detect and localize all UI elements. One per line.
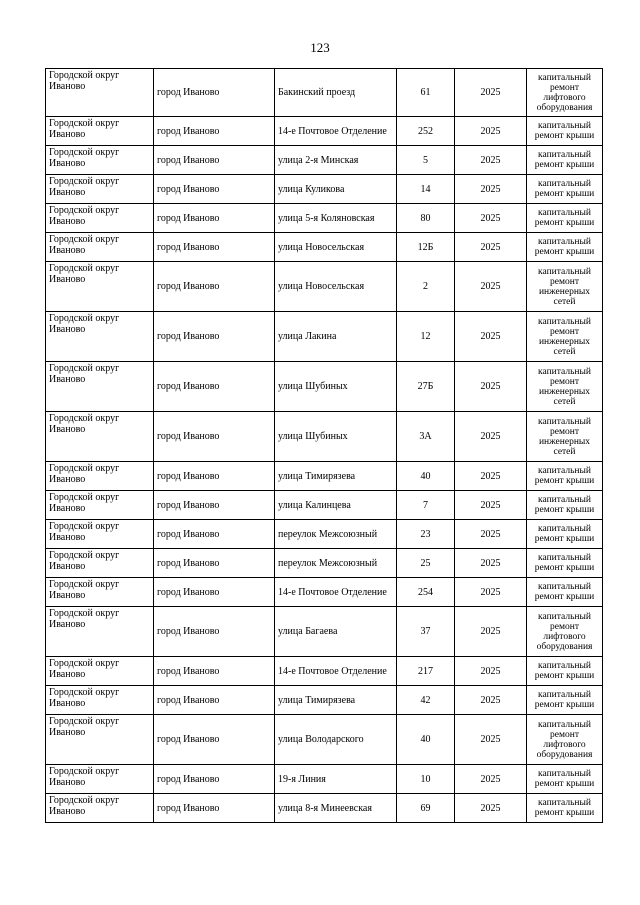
work-type-cell: капитальный ремонт инженерных сетей: [527, 362, 603, 412]
work-type-cell: капитальный ремонт крыши: [527, 146, 603, 175]
street-cell: 14-е Почтовое Отделение: [275, 117, 397, 146]
okrug-cell: Городской округ Иваново: [46, 657, 154, 686]
table-row: [46, 549, 603, 578]
table-row: [46, 204, 603, 233]
okrug-cell: Городской округ Иваново: [46, 578, 154, 607]
okrug-cell: Городской округ Иваново: [46, 262, 154, 312]
table-row: [46, 146, 603, 175]
city-cell: город Иваново: [154, 69, 275, 117]
work-type-cell: капитальный ремонт крыши: [527, 686, 603, 715]
okrug-cell: Городской округ Иваново: [46, 69, 154, 117]
city-cell: город Иваново: [154, 491, 275, 520]
year-cell: 2025: [455, 520, 527, 549]
work-type-cell: капитальный ремонт крыши: [527, 233, 603, 262]
work-type-cell: капитальный ремонт крыши: [527, 549, 603, 578]
okrug-cell: Городской округ Иваново: [46, 117, 154, 146]
work-type-cell: капитальный ремонт лифтового оборудования: [527, 715, 603, 765]
table-row: [46, 794, 603, 823]
house-number-cell: 42: [397, 686, 455, 715]
table-row: [46, 233, 603, 262]
street-cell: 14-е Почтовое Отделение: [275, 578, 397, 607]
city-cell: город Иваново: [154, 462, 275, 491]
house-number-cell: 252: [397, 117, 455, 146]
city-cell: город Иваново: [154, 765, 275, 794]
city-cell: город Иваново: [154, 794, 275, 823]
okrug-cell: Городской округ Иваново: [46, 312, 154, 362]
house-number-cell: 14: [397, 175, 455, 204]
table-row: [46, 412, 603, 462]
okrug-cell: Городской округ Иваново: [46, 362, 154, 412]
house-number-cell: 217: [397, 657, 455, 686]
house-number-cell: 80: [397, 204, 455, 233]
city-cell: город Иваново: [154, 362, 275, 412]
street-cell: 14-е Почтовое Отделение: [275, 657, 397, 686]
street-cell: 19-я Линия: [275, 765, 397, 794]
year-cell: 2025: [455, 715, 527, 765]
house-number-cell: 37: [397, 607, 455, 657]
table-row: [46, 69, 603, 117]
house-number-cell: 61: [397, 69, 455, 117]
house-number-cell: 25: [397, 549, 455, 578]
work-type-cell: капитальный ремонт крыши: [527, 794, 603, 823]
street-cell: улица Куликова: [275, 175, 397, 204]
house-number-cell: 3А: [397, 412, 455, 462]
okrug-cell: Городской округ Иваново: [46, 794, 154, 823]
year-cell: 2025: [455, 607, 527, 657]
city-cell: город Иваново: [154, 657, 275, 686]
year-cell: 2025: [455, 794, 527, 823]
okrug-cell: Городской округ Иваново: [46, 715, 154, 765]
okrug-cell: Городской округ Иваново: [46, 412, 154, 462]
street-cell: улица Калинцева: [275, 491, 397, 520]
work-type-cell: капитальный ремонт лифтового оборудования: [527, 607, 603, 657]
street-cell: улица Новосельская: [275, 262, 397, 312]
okrug-cell: Городской округ Иваново: [46, 549, 154, 578]
work-type-cell: капитальный ремонт крыши: [527, 657, 603, 686]
house-number-cell: 12Б: [397, 233, 455, 262]
work-type-cell: капитальный ремонт крыши: [527, 491, 603, 520]
street-cell: переулок Межсоюзный: [275, 549, 397, 578]
year-cell: 2025: [455, 204, 527, 233]
street-cell: улица Тимирязева: [275, 686, 397, 715]
okrug-cell: Городской округ Иваново: [46, 491, 154, 520]
table-row: [46, 362, 603, 412]
house-number-cell: 69: [397, 794, 455, 823]
table-row: [46, 765, 603, 794]
work-type-cell: капитальный ремонт инженерных сетей: [527, 262, 603, 312]
house-number-cell: 40: [397, 462, 455, 491]
city-cell: город Иваново: [154, 262, 275, 312]
house-number-cell: 2: [397, 262, 455, 312]
okrug-cell: Городской округ Иваново: [46, 146, 154, 175]
work-type-cell: капитальный ремонт крыши: [527, 175, 603, 204]
city-cell: город Иваново: [154, 549, 275, 578]
table-row: [46, 657, 603, 686]
year-cell: 2025: [455, 175, 527, 204]
work-type-cell: капитальный ремонт лифтового оборудования: [527, 69, 603, 117]
table-row: [46, 686, 603, 715]
year-cell: 2025: [455, 657, 527, 686]
street-cell: Бакинский проезд: [275, 69, 397, 117]
year-cell: 2025: [455, 362, 527, 412]
street-cell: улица 5-я Коляновская: [275, 204, 397, 233]
table-row: [46, 312, 603, 362]
table-row: [46, 491, 603, 520]
house-number-cell: 40: [397, 715, 455, 765]
city-cell: город Иваново: [154, 607, 275, 657]
table-row: [46, 578, 603, 607]
city-cell: город Иваново: [154, 715, 275, 765]
work-type-cell: капитальный ремонт крыши: [527, 520, 603, 549]
house-number-cell: 23: [397, 520, 455, 549]
street-cell: улица 8-я Минеевская: [275, 794, 397, 823]
year-cell: 2025: [455, 312, 527, 362]
year-cell: 2025: [455, 462, 527, 491]
year-cell: 2025: [455, 765, 527, 794]
page-number: 123: [310, 40, 330, 55]
work-type-cell: капитальный ремонт инженерных сетей: [527, 412, 603, 462]
table-row: [46, 607, 603, 657]
table-row: [46, 175, 603, 204]
housing-repair-table: [45, 68, 603, 823]
street-cell: улица Тимирязева: [275, 462, 397, 491]
street-cell: улица Лакина: [275, 312, 397, 362]
okrug-cell: Городской округ Иваново: [46, 462, 154, 491]
year-cell: 2025: [455, 117, 527, 146]
city-cell: город Иваново: [154, 412, 275, 462]
year-cell: 2025: [455, 412, 527, 462]
city-cell: город Иваново: [154, 233, 275, 262]
city-cell: город Иваново: [154, 146, 275, 175]
work-type-cell: капитальный ремонт крыши: [527, 462, 603, 491]
work-type-cell: капитальный ремонт инженерных сетей: [527, 312, 603, 362]
year-cell: 2025: [455, 686, 527, 715]
year-cell: 2025: [455, 233, 527, 262]
house-number-cell: 12: [397, 312, 455, 362]
table-row: [46, 715, 603, 765]
year-cell: 2025: [455, 491, 527, 520]
year-cell: 2025: [455, 69, 527, 117]
year-cell: 2025: [455, 146, 527, 175]
street-cell: переулок Межсоюзный: [275, 520, 397, 549]
work-type-cell: капитальный ремонт крыши: [527, 578, 603, 607]
street-cell: улица Новосельская: [275, 233, 397, 262]
table-row: [46, 520, 603, 549]
table-body: [46, 69, 603, 823]
okrug-cell: Городской округ Иваново: [46, 233, 154, 262]
work-type-cell: капитальный ремонт крыши: [527, 117, 603, 146]
year-cell: 2025: [455, 549, 527, 578]
year-cell: 2025: [455, 578, 527, 607]
work-type-cell: капитальный ремонт крыши: [527, 204, 603, 233]
house-number-cell: 27Б: [397, 362, 455, 412]
city-cell: город Иваново: [154, 312, 275, 362]
street-cell: улица Шубиных: [275, 362, 397, 412]
street-cell: улица Шубиных: [275, 412, 397, 462]
okrug-cell: Городской округ Иваново: [46, 175, 154, 204]
work-type-cell: капитальный ремонт крыши: [527, 765, 603, 794]
city-cell: город Иваново: [154, 520, 275, 549]
city-cell: город Иваново: [154, 117, 275, 146]
year-cell: 2025: [455, 262, 527, 312]
city-cell: город Иваново: [154, 175, 275, 204]
house-number-cell: 7: [397, 491, 455, 520]
okrug-cell: Городской округ Иваново: [46, 520, 154, 549]
street-cell: улица 2-я Минская: [275, 146, 397, 175]
table-row: [46, 262, 603, 312]
street-cell: улица Володарского: [275, 715, 397, 765]
okrug-cell: Городской округ Иваново: [46, 204, 154, 233]
okrug-cell: Городской округ Иваново: [46, 607, 154, 657]
house-number-cell: 10: [397, 765, 455, 794]
city-cell: город Иваново: [154, 578, 275, 607]
city-cell: город Иваново: [154, 204, 275, 233]
okrug-cell: Городской округ Иваново: [46, 765, 154, 794]
table-row: [46, 462, 603, 491]
okrug-cell: Городской округ Иваново: [46, 686, 154, 715]
city-cell: город Иваново: [154, 686, 275, 715]
house-number-cell: 254: [397, 578, 455, 607]
table-row: [46, 117, 603, 146]
house-number-cell: 5: [397, 146, 455, 175]
street-cell: улица Багаева: [275, 607, 397, 657]
